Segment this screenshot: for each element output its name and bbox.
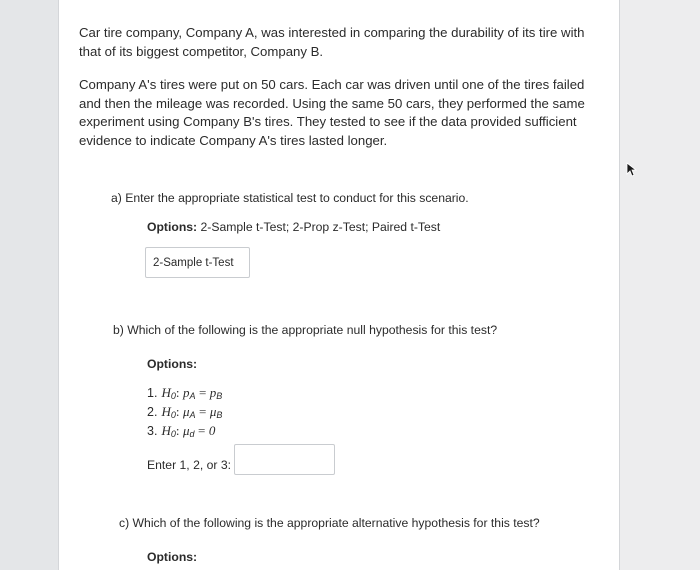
hypothesis-rhs-sub: B (216, 391, 223, 401)
hypothesis-lhs: μ (182, 404, 190, 419)
hypothesis-lhs-sub: A (189, 391, 196, 401)
mouse-pointer-icon (626, 162, 638, 178)
right-margin (620, 0, 700, 570)
hypothesis-rhs-sub: B (216, 410, 223, 420)
hypothesis-number: 3. (147, 424, 158, 438)
hypothesis-colon: : (175, 385, 180, 400)
intro-paragraph-1: Car tire company, Company A, was interested in comparing the durability of its tire with that of its biggest competitor, Company B. (79, 25, 585, 59)
part-b-question: b) Which of the following is the appropriate null hypothesis for this test? (113, 323, 498, 337)
part-c-options-label: Options: (147, 550, 198, 564)
hypothesis-equals: = (197, 423, 206, 438)
hypothesis-H: H (161, 423, 171, 438)
hypothesis-lhs-sub: A (189, 410, 196, 420)
hypothesis-number: 2. (147, 405, 158, 419)
hypothesis-H-sub: 0 (170, 410, 176, 420)
hypothesis-equals: = (198, 385, 207, 400)
hypothesis-rhs: 0 (208, 423, 216, 438)
hypothesis-colon: : (175, 404, 180, 419)
hypothesis-option (147, 385, 222, 401)
part-b-enter-label: Enter 1, 2, or 3: (147, 458, 232, 472)
part-a-options (147, 220, 440, 234)
hypothesis-lhs: p (182, 385, 190, 400)
hypothesis-H: H (161, 404, 171, 419)
part-c-question: c) Which of the following is the appropriate alternative hypothesis for this test? (119, 516, 540, 530)
intro-paragraph-2: Company A's tires were put on 50 cars. Each car was driven until one of the tires failed and then the mileage was recorded. Using the same 50 cars, they performed the same experiment using Company B's tires. They tested to see if the data provided sufficient evidence to indicate Company A's tires lasted longer. (79, 77, 585, 148)
hypothesis-rhs: μ (209, 404, 217, 419)
hypothesis-option (147, 404, 222, 420)
hypothesis-equals: = (198, 404, 207, 419)
part-a-options-text: 2-Sample t-Test; 2-Prop z-Test; Paired t-Test (200, 220, 441, 234)
part-a-options-label: Options: (147, 220, 198, 234)
question-page (58, 0, 620, 570)
hypothesis-lhs-sub: d (189, 429, 195, 439)
hypothesis-option (147, 423, 215, 439)
part-a-answer-input[interactable]: 2-Sample t-Test (145, 247, 250, 278)
hypothesis-rhs: p (209, 385, 217, 400)
part-a-question: a) Enter the appropriate statistical test to conduct for this scenario. (111, 191, 469, 205)
hypothesis-H-sub: 0 (170, 429, 176, 439)
hypothesis-H-sub: 0 (170, 391, 176, 401)
hypothesis-colon: : (175, 423, 180, 438)
part-b-answer-input[interactable] (234, 444, 335, 475)
part-b-options-label: Options: (147, 357, 198, 371)
hypothesis-lhs: μ (182, 423, 190, 438)
hypothesis-number: 1. (147, 386, 158, 400)
hypothesis-H: H (161, 385, 171, 400)
